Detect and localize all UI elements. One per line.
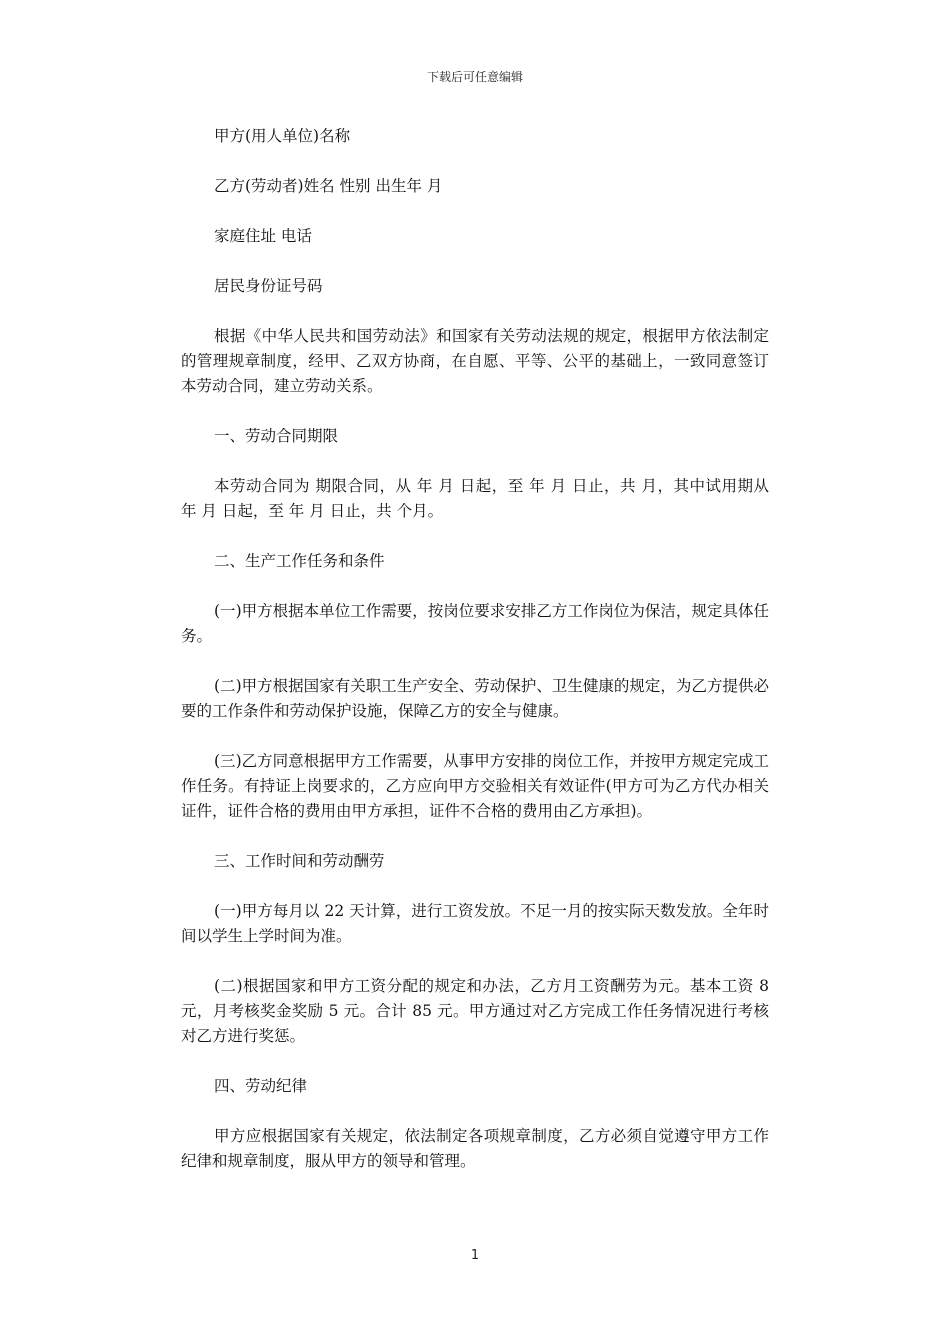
tasks-clause-2: (二)甲方根据国家有关职工生产安全、劳动保护、卫生健康的规定，为乙方提供必要的工作条件和劳动保护设施，保障乙方的安全与健康。 (181, 677, 769, 720)
section-heading-hours-pay: 三、工作时间和劳动酬劳 (214, 852, 385, 870)
page-number: 1 (470, 1248, 480, 1263)
section-heading-discipline: 四、劳动纪律 (214, 1077, 308, 1095)
tasks-clause-1: (一)甲方根据本单位工作需要，按岗位要求安排乙方工作岗位为保洁，规定具体任务。 (181, 602, 769, 645)
pay-clause-2: (二)根据国家和甲方工资分配的规定和办法，乙方月工资酬劳为元。基本工资 8 元，月考核奖金奖励 5 元。合计 85 元。甲方通过对乙方完成工作任务情况进行考核对乙方进行奖惩。 (181, 977, 769, 1045)
employee-info-line: 乙方(劳动者)姓名 性别 出生年 月 (214, 177, 443, 195)
tasks-clause-3: (三)乙方同意根据甲方工作需要，从事甲方安排的岗位工作，并按甲方规定完成工作任务。有持证上岗要求的，乙方应向甲方交验相关有效证件(甲方可为乙方代办相关证件，证件合格的费用由甲方承担，证件不合格的费用由乙方承担)。 (181, 752, 769, 820)
id-number-line: 居民身份证号码 (214, 277, 323, 295)
document-body (181, 124, 769, 1199)
employer-name-line: 甲方(用人单位)名称 (214, 127, 351, 145)
discipline-paragraph: 甲方应根据国家有关规定，依法制定各项规章制度，乙方必须自觉遵守甲方工作纪律和规章制度，服从甲方的领导和管理。 (181, 1127, 769, 1170)
preamble-paragraph: 根据《中华人民共和国劳动法》和国家有关劳动法规的规定，根据甲方依法制定的管理规章制度，经甲、乙双方协商，在自愿、平等、公平的基础上，一致同意签订本劳动合同，建立劳动关系。 (181, 327, 769, 395)
section-heading-term: 一、劳动合同期限 (214, 427, 339, 445)
pay-clause-1: (一)甲方每月以 22 天计算，进行工资发放。不足一月的按实际天数发放。全年时间以学生上学时间为准。 (181, 902, 769, 945)
section-heading-tasks: 二、生产工作任务和条件 (214, 552, 385, 570)
term-paragraph: 本劳动合同为 期限合同，从 年 月 日起，至 年 月 日止，共 月，其中试用期从 年 月 日起，至 年 月 日止，共 个月。 (181, 477, 769, 520)
page-header: 下载后可任意编辑 (426, 70, 523, 84)
address-phone-line: 家庭住址 电话 (214, 227, 312, 245)
